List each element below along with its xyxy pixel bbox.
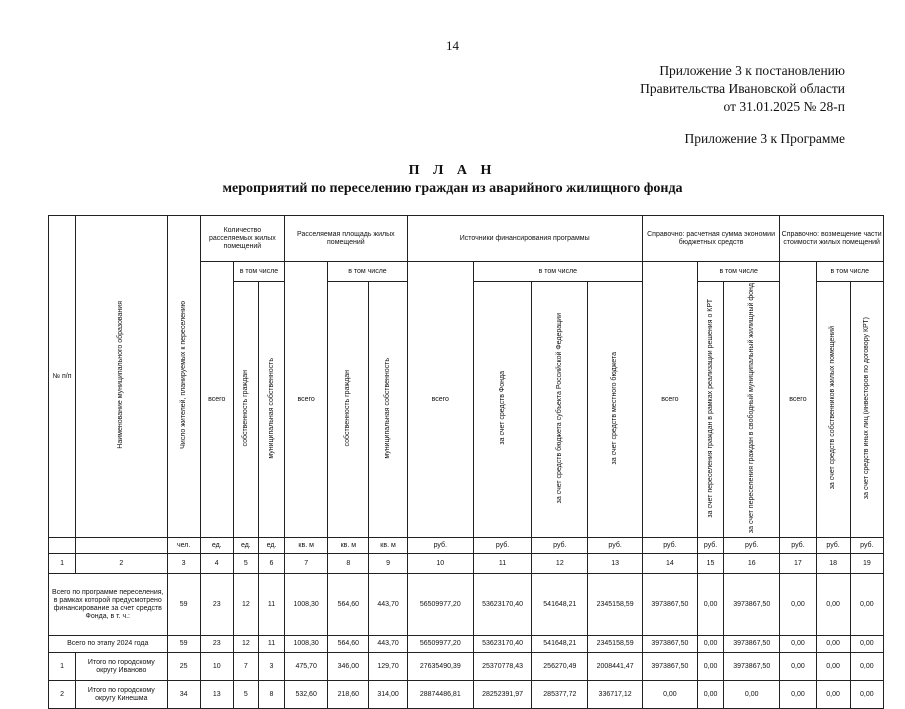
cell: 0,00	[816, 574, 850, 636]
cell: 3973867,50	[724, 574, 780, 636]
unit-cell: руб.	[588, 538, 642, 554]
page-number: 14	[446, 38, 459, 53]
program-appendix: Приложение 3 к Программе	[684, 131, 845, 146]
units-row	[49, 538, 884, 554]
col-number: 7	[285, 554, 328, 574]
cell: 0,00	[816, 653, 850, 681]
header-rooms-incl: в том числе	[233, 262, 284, 282]
cell: 0,00	[724, 681, 780, 709]
header-owners: за счет средств собственников жилых помещений	[816, 282, 850, 538]
header-rooms-count: Количество расселяемых жилых помещений	[200, 216, 284, 262]
unit-cell: руб.	[407, 538, 473, 554]
cell: 443,70	[369, 574, 407, 636]
table-row	[49, 681, 884, 709]
cell: 59	[167, 636, 200, 653]
header-savings-incl: в том числе	[698, 262, 780, 282]
column-numbers-row	[49, 554, 884, 574]
col-number: 8	[328, 554, 369, 574]
cell: 336717,12	[588, 681, 642, 709]
header-area-incl: в том числе	[328, 262, 407, 282]
header-own-citizens: собственность граждан	[233, 282, 258, 538]
cell: 3973867,50	[642, 636, 697, 653]
appendix-block	[640, 62, 845, 116]
cell: 0,00	[698, 574, 724, 636]
cell: 56509977,20	[407, 574, 473, 636]
cell: 0,00	[698, 636, 724, 653]
cell: 11	[258, 636, 284, 653]
header-num: № п/п	[49, 216, 76, 538]
cell: 443,70	[369, 636, 407, 653]
cell: 541648,21	[532, 636, 588, 653]
unit-cell: руб.	[698, 538, 724, 554]
cell: 2345158,59	[588, 636, 642, 653]
unit-cell: руб.	[642, 538, 697, 554]
header-free-fund: за счет переселения граждан в свободный муниципальный жилищный фонд	[724, 282, 780, 538]
header-municipality: Наименование муниципального образования	[76, 216, 167, 538]
document-subtitle: мероприятий по переселению граждан из аварийного жилищного фонда	[222, 181, 683, 196]
cell: 0,00	[816, 636, 850, 653]
col-number: 2	[76, 554, 167, 574]
cell: 564,60	[328, 636, 369, 653]
cell: 0,00	[850, 636, 883, 653]
header-sources: Источники финансирования программы	[407, 216, 642, 262]
header-reimb-total: всего	[780, 262, 816, 538]
cell: 0,00	[816, 681, 850, 709]
col-number: 9	[369, 554, 407, 574]
unit-cell: руб.	[850, 538, 883, 554]
cell: 564,60	[328, 574, 369, 636]
col-number: 1	[49, 554, 76, 574]
header-area-municipal: муниципальная собственность	[369, 282, 407, 538]
table-row	[49, 636, 884, 653]
col-number: 13	[588, 554, 642, 574]
row-name: Всего по программе переселения, в рамках которой предусмотрено финансирование за счет средств Фонда, в т. ч.:	[49, 574, 168, 636]
cell: 7	[233, 653, 258, 681]
header-area-citizens: собственность граждан	[328, 282, 369, 538]
header-local-budget: за счет средств местного бюджета	[588, 282, 642, 538]
col-number: 5	[233, 554, 258, 574]
header-krt: за счет переселения граждан в рамках реализации решения о КРТ	[698, 282, 724, 538]
cell: 28874486,81	[407, 681, 473, 709]
cell: 218,60	[328, 681, 369, 709]
cell: 0,00	[780, 636, 816, 653]
cell: 532,60	[285, 681, 328, 709]
cell: 0,00	[698, 653, 724, 681]
plan-table	[48, 215, 884, 709]
cell: 1008,30	[285, 574, 328, 636]
unit-cell: кв. м	[285, 538, 328, 554]
col-number: 12	[532, 554, 588, 574]
cell: 285377,72	[532, 681, 588, 709]
cell: 3	[258, 653, 284, 681]
cell: 314,00	[369, 681, 407, 709]
col-number: 19	[850, 554, 883, 574]
unit-cell: ед.	[200, 538, 233, 554]
row-name: Итого по городскому округу Кинешма	[76, 681, 167, 709]
unit-cell: кв. м	[369, 538, 407, 554]
header-sources-total: всего	[407, 262, 473, 538]
cell: 0,00	[642, 681, 697, 709]
cell: 53623170,40	[473, 636, 531, 653]
unit-cell: чел.	[167, 538, 200, 554]
cell: 3973867,50	[724, 653, 780, 681]
cell: 3973867,50	[724, 636, 780, 653]
cell: 3973867,50	[642, 653, 697, 681]
cell: 11	[258, 574, 284, 636]
header-investors: за счет средств иных лиц (инвесторов по договору КРТ)	[850, 282, 883, 538]
cell: 12	[233, 574, 258, 636]
header-area-total: всего	[285, 262, 328, 538]
cell: 2345158,59	[588, 574, 642, 636]
cell: 541648,21	[532, 574, 588, 636]
cell: 13	[200, 681, 233, 709]
cell: 0,00	[850, 574, 883, 636]
cell: 12	[233, 636, 258, 653]
col-number: 4	[200, 554, 233, 574]
header-area: Расселяемая площадь жилых помещений	[285, 216, 408, 262]
header-rooms-total: всего	[200, 262, 233, 538]
cell: 475,70	[285, 653, 328, 681]
cell: 0,00	[780, 681, 816, 709]
cell: 5	[233, 681, 258, 709]
cell: 0,00	[780, 653, 816, 681]
header-reimbursement: Справочно: возмещение части стоимости жилых помещений	[780, 216, 884, 262]
col-number: 16	[724, 554, 780, 574]
col-number: 17	[780, 554, 816, 574]
cell: 59	[167, 574, 200, 636]
cell: 3973867,50	[642, 574, 697, 636]
header-sources-incl: в том числе	[473, 262, 642, 282]
cell: 23	[200, 636, 233, 653]
appendix-line-3: от 31.01.2025 № 28-п	[723, 99, 845, 114]
cell: 23	[200, 574, 233, 636]
unit-cell: руб.	[724, 538, 780, 554]
header-savings: Справочно: расчетная сумма экономии бюджетных средств	[642, 216, 780, 262]
cell: 34	[167, 681, 200, 709]
cell: 129,70	[369, 653, 407, 681]
cell: 0,00	[780, 574, 816, 636]
cell: 27635490,39	[407, 653, 473, 681]
cell: 0,00	[698, 681, 724, 709]
unit-cell: кв. м	[328, 538, 369, 554]
header-fund: за счет средств Фонда	[473, 282, 531, 538]
cell: 53623170,40	[473, 574, 531, 636]
unit-cell: руб.	[473, 538, 531, 554]
unit-cell: ед.	[233, 538, 258, 554]
appendix-line-2: Правительства Ивановской области	[640, 81, 845, 96]
table-row	[49, 574, 884, 636]
row-num: 2	[49, 681, 76, 709]
cell: 28252391,97	[473, 681, 531, 709]
row-name: Итого по городскому округу Иваново	[76, 653, 167, 681]
cell: 2008441,47	[588, 653, 642, 681]
col-number: 10	[407, 554, 473, 574]
cell: 25370778,43	[473, 653, 531, 681]
cell: 25	[167, 653, 200, 681]
header-own-municipal: муниципальная собственность	[258, 282, 284, 538]
cell: 8	[258, 681, 284, 709]
header-reimb-incl: в том числе	[816, 262, 883, 282]
document-title: П Л А Н	[408, 163, 497, 178]
unit-cell: руб.	[780, 538, 816, 554]
cell: 56509977,20	[407, 636, 473, 653]
cell: 256270,49	[532, 653, 588, 681]
header-residents: Число жителей, планируемых к переселению	[167, 216, 200, 538]
unit-cell: ед.	[258, 538, 284, 554]
cell: 0,00	[850, 653, 883, 681]
cell: 346,00	[328, 653, 369, 681]
cell: 1008,30	[285, 636, 328, 653]
col-number: 14	[642, 554, 697, 574]
row-name: Всего по этапу 2024 года	[49, 636, 168, 653]
col-number: 11	[473, 554, 531, 574]
unit-cell: руб.	[532, 538, 588, 554]
row-num: 1	[49, 653, 76, 681]
appendix-line-1: Приложение 3 к постановлению	[659, 63, 845, 78]
col-number: 18	[816, 554, 850, 574]
header-savings-total: всего	[642, 262, 697, 538]
unit-cell: руб.	[816, 538, 850, 554]
col-number: 3	[167, 554, 200, 574]
table-row	[49, 653, 884, 681]
col-number: 6	[258, 554, 284, 574]
cell: 10	[200, 653, 233, 681]
col-number: 15	[698, 554, 724, 574]
header-region-budget: за счет средств бюджета субъекта Российской Федерации	[532, 282, 588, 538]
cell: 0,00	[850, 681, 883, 709]
